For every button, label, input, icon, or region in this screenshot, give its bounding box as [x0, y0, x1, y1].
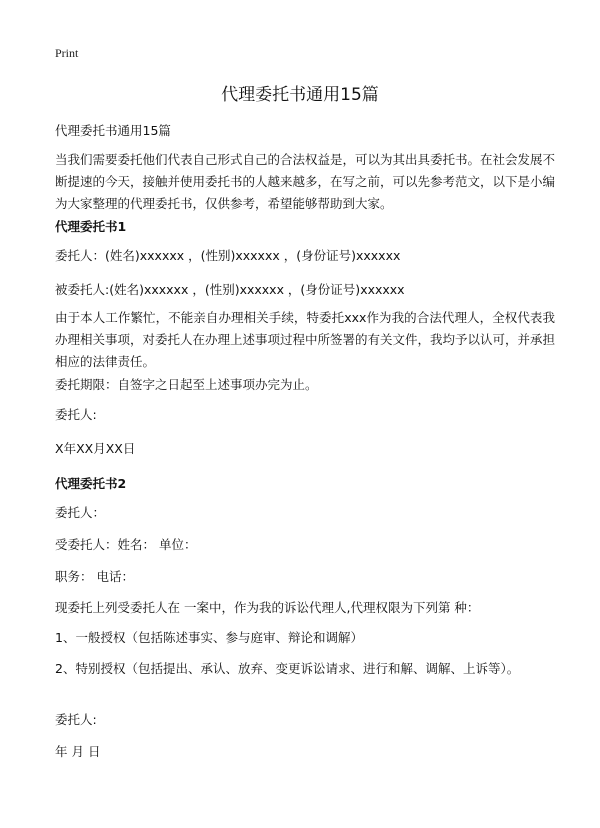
print-label: Print — [55, 46, 79, 60]
signature-line-2: 委托人: — [55, 712, 97, 727]
section-heading-1: 代理委托书1 — [55, 219, 127, 234]
agent-line-2: 受委托人：姓名： 单位： — [55, 537, 197, 552]
intro-paragraph: 当我们需要委托他们代表自己形式自己的合法权益是，可以为其出具委托书。在社会发展不断提速的今天，接触并使用委托书的人越来越多，在写之前，可以先参考范文，以下是小编为大家整理的代理委托书，仅供参考，希望能够帮助到大家。 — [55, 152, 556, 211]
item-1-line: 1、一般授权（包括陈述事实、参与庭审、辩论和调解） — [55, 630, 363, 645]
document-title: 代理委托书通用15篇 — [221, 85, 379, 105]
section-heading-2: 代理委托书2 — [55, 476, 127, 491]
statement-line-2: 现委托上列受委托人在 一案中，作为我的诉讼代理人,代理权限为下列第 种： — [55, 600, 480, 615]
term-line-1: 委托期限：自签字之日起至上述事项办完为止。 — [55, 377, 318, 392]
date-line-1: X年XX月XX日 — [55, 441, 136, 456]
body-paragraph-1: 由于本人工作繁忙，不能亲自办理相关手续，特委托xxx作为我的合法代理人，全权代表我办理相关事项，对委托人在办理上述事项过程中所签署的有关文件，我均予以认可，并承担相应的法律责任。 — [55, 310, 556, 369]
agent-line-1: 被委托人:(姓名)xxxxxx ，(性别)xxxxxx ，(身份证号)xxxxxx — [55, 282, 405, 297]
principal-line-1: 委托人：(姓名)xxxxxx ，(性别)xxxxxx ，(身份证号)xxxxxx — [55, 248, 401, 263]
position-line-2: 职务： 电话： — [55, 569, 134, 584]
document-subtitle: 代理委托书通用15篇 — [55, 123, 171, 138]
principal-line-2: 委托人： — [55, 505, 106, 520]
item-2-line: 2、特别授权（包括提出、承认、放弃、变更诉讼请求、进行和解、调解、上诉等）。 — [55, 661, 520, 676]
signature-line-1: 委托人: — [55, 407, 97, 422]
date-line-2: 年 月 日 — [55, 744, 101, 759]
